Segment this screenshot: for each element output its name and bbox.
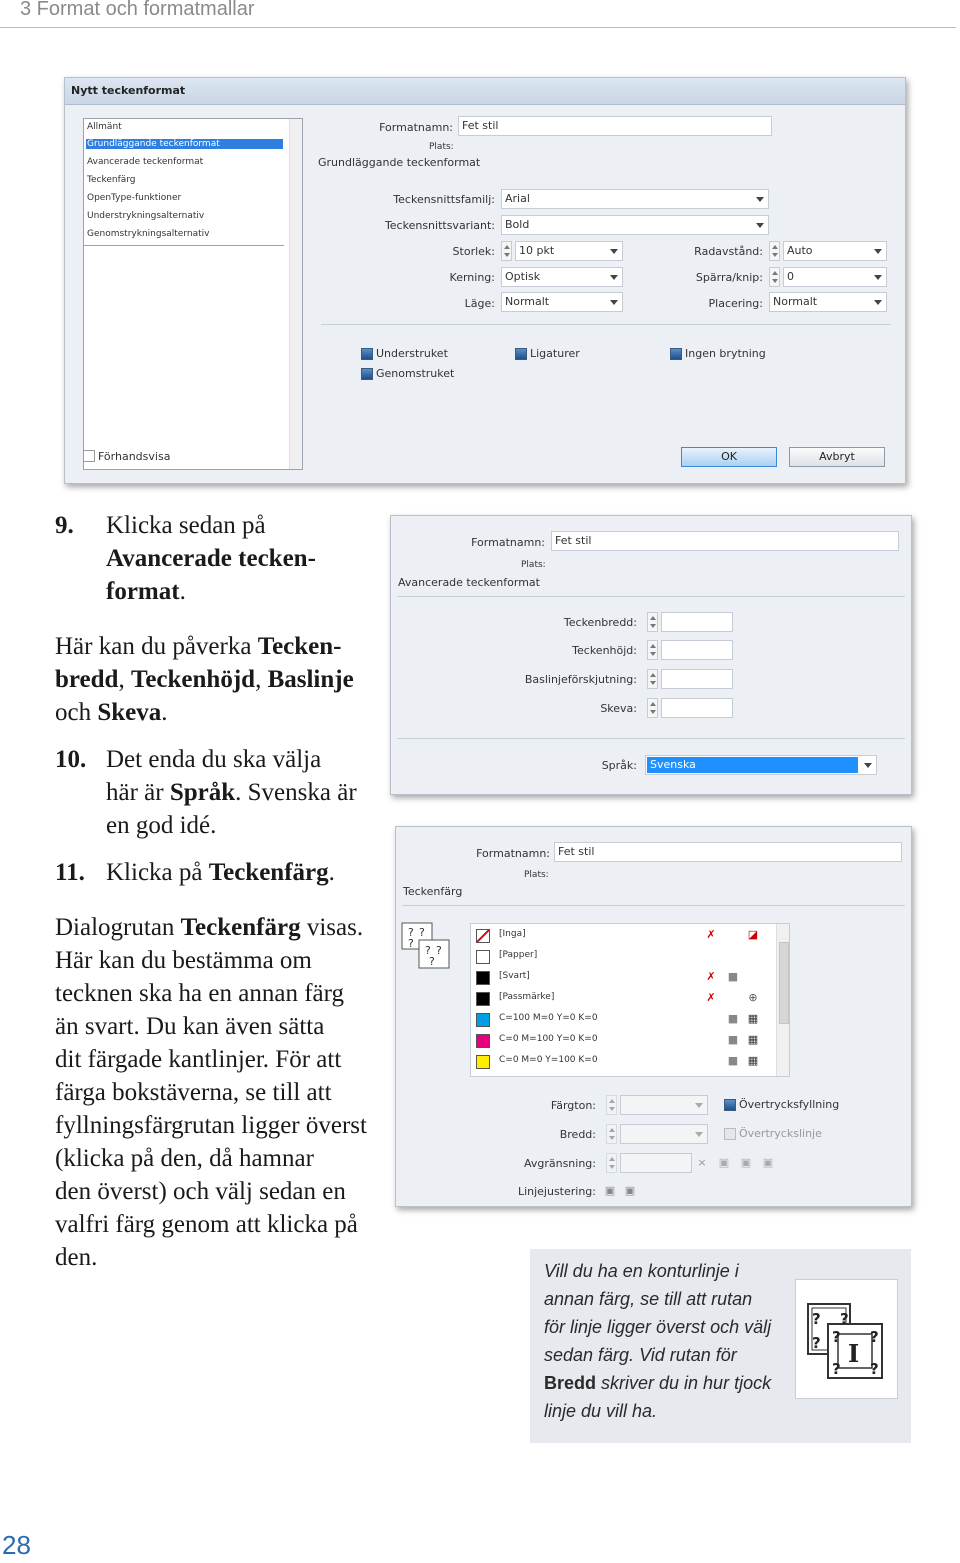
fill-stroke-icon[interactable] [401,922,451,970]
tip-line: annan färg, se till att rutan [544,1289,753,1309]
miter-stepper[interactable] [606,1153,617,1173]
text-bold: Tecken- [257,633,342,660]
text-bold: Teckenfärg [208,859,329,886]
para-2-line-2: Här kan du bestämma om [55,947,312,974]
swatch-name: [Passmärke] [499,992,555,1002]
svg-text:?: ? [870,1360,879,1378]
case-label: Läge: [464,297,495,310]
align-inside-icon[interactable]: ▣ [624,1184,636,1197]
tip-box [530,1249,911,1443]
language-value: Svenska [647,757,858,773]
size-stepper[interactable] [501,241,512,261]
no-edit-icon: ✗ [706,928,716,941]
overprint-stroke-label: Övertryckslinje [739,1127,822,1140]
kerning-value: Optisk [505,270,541,283]
hscale-field[interactable] [661,612,733,632]
swatch-black [476,971,490,985]
chevron-down-icon [864,763,872,768]
para-2-line-11: den. [55,1244,98,1271]
skew-label: Skeva: [600,702,637,715]
category-list[interactable] [83,118,303,470]
para-2-line-5: dit färgade kantlinjer. För att [55,1046,342,1073]
nobreak-checkbox[interactable] [670,348,682,360]
position-dropdown[interactable] [769,292,887,312]
cancel-button[interactable]: Avbryt [789,447,885,467]
svg-text:?: ? [812,1334,821,1352]
para-1-line-1 [55,630,342,663]
size-label: Storlek: [452,245,495,258]
step-10-number: 10. [55,746,87,773]
process-icon: ■ [727,970,739,983]
size-value: 10 pkt [519,244,555,257]
kerning-dropdown[interactable] [501,267,623,287]
swatch-yellow [476,1055,490,1069]
svg-text:I: I [848,1339,860,1368]
new-character-style-dialog [64,77,906,484]
swatch-name: [Papper] [499,950,538,960]
chevron-down-icon [695,1132,703,1137]
font-family-label: Teckensnittsfamilj: [393,193,495,206]
cmyk-icon: ▦ [747,1033,759,1046]
text-run: Klicka på [106,859,209,886]
language-label: Språk: [601,759,637,772]
list-item[interactable]: Understrykningsalternativ [87,211,205,221]
step-9-emphasis-2: format [106,578,180,605]
swatch-none [476,929,490,943]
vscale-field[interactable] [661,640,733,660]
baseline-field[interactable] [661,669,733,689]
swatch-row[interactable] [471,1029,771,1050]
para-2-line-1 [55,911,363,944]
dialog-title: Nytt teckenformat [71,84,186,97]
text-bold: Språk [169,779,236,806]
none-icon: ◪ [747,928,759,941]
preview-checkbox[interactable] [83,450,95,462]
section-title: Teckenfärg [403,885,463,898]
miter-field[interactable] [620,1153,692,1173]
leading-label: Radavstånd: [694,245,763,258]
list-item[interactable]: Allmänt [87,122,122,132]
tip-run: skriver du in hur tjock [596,1373,772,1393]
ok-button[interactable]: OK [681,447,777,467]
para-1-line-2 [55,663,354,696]
list-scrollbar[interactable] [289,119,302,469]
section-divider [321,324,891,325]
swatch-row[interactable] [471,1008,771,1029]
para-2-line-6: färga bokstäverna, se till att [55,1079,332,1106]
swatch-row[interactable] [471,924,771,945]
chevron-down-icon [874,275,882,280]
tip-line: Vill du ha en konturlinje i [544,1261,739,1281]
chevron-down-icon [610,300,618,305]
underline-checkbox[interactable] [361,348,373,360]
text-run: Här kan du påverka [55,633,258,660]
list-item-selected[interactable]: Grundläggande teckenformat [86,139,283,149]
svg-text:?: ? [419,926,425,939]
step-11-line-1 [106,856,335,889]
weight-dropdown[interactable] [620,1124,708,1144]
step-10-line-3: en god idé. [106,812,217,839]
swatch-row[interactable] [471,945,771,966]
text-bold: Teckenhöjd [130,666,256,693]
vscale-label: Teckenhöjd: [572,644,637,657]
chevron-down-icon [610,249,618,254]
location-label: Plats: [521,560,546,570]
text-run: , [255,666,268,693]
tint-label: Färgton: [550,1099,596,1112]
swatch-row[interactable] [471,966,771,987]
size-dropdown[interactable] [515,241,623,261]
chevron-down-icon [756,197,764,202]
location-label: Plats: [429,142,454,152]
para-2-line-8: (klicka på den, då hamnar [55,1145,314,1172]
skew-field[interactable] [661,698,733,718]
para-2-line-10: valfri färg genom att klicka på [55,1211,358,1238]
text-run: och [55,699,98,726]
skew-stepper[interactable] [647,698,658,718]
svg-text:?: ? [408,937,414,950]
no-edit-icon: ✗ [706,970,716,983]
position-value: Normalt [773,295,818,308]
ligatures-label: Ligaturer [530,347,580,360]
font-family-value: Arial [505,192,530,205]
page-number: 28 [2,1530,31,1560]
weight-label: Bredd: [559,1128,596,1141]
text-run: . [161,699,168,726]
swatch-registration [476,992,490,1006]
step-9-line-1: Klicka sedan på [106,512,266,539]
header-rule [0,27,956,28]
chevron-down-icon [695,1103,703,1108]
svg-text:?: ? [870,1328,879,1346]
weight-stepper[interactable] [606,1124,617,1144]
para-2-line-3: tecknen ska ha en annan färg [55,980,344,1007]
font-style-dropdown[interactable] [501,215,769,235]
strikethrough-checkbox[interactable] [361,368,373,380]
chapter-heading: 3 Format och formatmallar [20,0,255,20]
advanced-character-dialog [390,515,912,795]
process-icon: ■ [727,1012,739,1025]
tracking-value: 0 [787,270,794,283]
character-color-dialog [395,826,912,1207]
swatch-name: [Inga] [499,929,526,939]
section-divider [397,596,905,597]
tip-text [544,1257,784,1425]
tip-line [544,1369,784,1397]
underline-label: Understruket [376,347,448,360]
overprint-fill-label: Övertrycksfyllning [739,1098,840,1111]
no-edit-icon: ✗ [706,991,716,1004]
text-bold: Baslinje [267,666,354,693]
tip-line: linje du vill ha. [544,1401,658,1421]
preview-label: Förhandsvisa [98,450,171,463]
tip-image [795,1279,898,1399]
hscale-label: Teckenbredd: [563,616,637,629]
scroll-thumb[interactable] [779,942,789,1024]
format-name-field[interactable]: Fet stil [551,531,899,551]
align-center-icon[interactable]: ▣ [604,1184,616,1197]
process-icon: ■ [727,1054,739,1067]
para-2-line-4: än svart. Du kan även sätta [55,1013,325,1040]
swatch-row[interactable] [471,1050,771,1071]
format-name-label: Formatnamn: [476,847,550,860]
chevron-down-icon [610,275,618,280]
hscale-stepper[interactable] [647,612,658,632]
text-run: visas. [300,914,364,941]
text-run: . [328,859,335,886]
swatch-name: C=0 M=0 Y=100 K=0 [499,1055,598,1065]
leading-stepper[interactable] [769,241,780,261]
format-name-field[interactable]: Fet stil [458,116,772,136]
miter-join-icon[interactable]: ▣ [718,1156,730,1169]
svg-text:?: ? [840,1310,849,1328]
step-10-line-1: Det enda du ska välja [106,746,322,773]
times-icon: × [697,1156,707,1169]
step-11-number: 11. [55,859,85,886]
position-label: Placering: [708,297,763,310]
kerning-label: Kerning: [449,271,495,284]
swatch-scrollbar[interactable] [776,924,789,1076]
none-slash-icon [477,930,489,942]
text-run: . Svenska är [235,779,357,806]
step-9-end: . [179,578,186,605]
svg-text:?: ? [408,926,414,939]
leading-value: Auto [787,244,813,257]
svg-text:?: ? [436,944,442,957]
list-item[interactable]: Genomstrykningsalternativ [87,229,210,239]
strikethrough-label: Genomstruket [376,367,455,380]
cmyk-icon: ▦ [747,1012,759,1025]
svg-text:?: ? [832,1360,841,1378]
svg-text:?: ? [429,955,435,968]
vscale-stepper[interactable] [647,640,658,660]
swatch-name: C=0 M=100 Y=0 K=0 [499,1034,598,1044]
join-label: Linjejustering: [517,1185,596,1198]
swatch-paper [476,950,490,964]
font-family-dropdown[interactable] [501,189,769,209]
text-run: Dialogrutan [55,914,181,941]
overprint-stroke-checkbox[interactable] [724,1128,736,1140]
ligatures-checkbox[interactable] [515,348,527,360]
nobreak-label: Ingen brytning [685,347,766,360]
stroke-on-top-icon [796,1280,897,1398]
list-item[interactable]: OpenType-funktioner [87,193,182,203]
text-run: här är [106,779,170,806]
baseline-stepper[interactable] [647,669,658,689]
step-9-number: 9. [55,512,74,539]
para-2-line-9: den överst) och välj sedan en [55,1178,346,1205]
font-style-value: Bold [505,218,530,231]
section-divider [397,738,905,739]
tint-dropdown[interactable] [620,1095,708,1115]
text-bold: Teckenfärg [180,914,301,941]
chevron-down-icon [874,249,882,254]
format-name-field[interactable]: Fet stil [554,842,902,862]
format-name-label: Formatnamn: [379,121,453,134]
tint-stepper[interactable] [606,1095,617,1115]
language-dropdown[interactable] [645,755,877,775]
cmyk-icon: ▦ [747,1054,759,1067]
case-value: Normalt [505,295,550,308]
dialog-titlebar [65,78,905,105]
chevron-down-icon [756,223,764,228]
font-style-label: Teckensnittsvariant: [384,219,495,232]
step-9-line-2 [106,542,316,575]
step-9-line-3 [106,575,186,608]
list-divider [84,245,284,246]
list-item[interactable]: Avancerade teckenformat [87,157,204,167]
swatch-magenta [476,1034,490,1048]
location-label: Plats: [524,870,549,880]
swatch-row[interactable] [471,987,771,1008]
swatch-cyan [476,1013,490,1027]
baseline-label: Baslinjeförskjutning: [524,673,637,686]
process-icon: ■ [727,1033,739,1046]
round-join-icon[interactable]: ▣ [740,1156,752,1169]
chevron-down-icon [874,300,882,305]
step-10-line-2 [106,776,357,809]
step-9-emphasis: Avancerade tecken- [106,545,316,572]
swatch-list[interactable] [470,923,790,1077]
para-1-line-3 [55,696,168,729]
overprint-fill-checkbox[interactable] [724,1099,736,1111]
section-title: Avancerade teckenformat [398,576,540,589]
list-item[interactable]: Teckenfärg [87,175,136,185]
text-bold: Skeva [97,699,162,726]
text-run: , [118,666,131,693]
tracking-label: Spärra/knip: [695,271,763,284]
svg-text:?: ? [425,944,431,957]
tip-bold: Bredd [544,1373,597,1393]
bevel-join-icon[interactable]: ▣ [762,1156,774,1169]
tip-line: sedan färg. Vid rutan för [544,1345,737,1365]
section-title: Grundläggande teckenformat [318,156,481,169]
case-dropdown[interactable] [501,292,623,312]
format-name-label: Formatnamn: [471,536,545,549]
leading-dropdown[interactable] [783,241,887,261]
text-bold: bredd [55,666,119,693]
section-divider [402,905,905,906]
tracking-dropdown[interactable] [783,267,887,287]
swatch-name: [Svart] [499,971,530,981]
swatch-name: C=100 M=0 Y=0 K=0 [499,1013,598,1023]
registration-icon: ⊕ [748,991,758,1004]
tip-line: för linje ligger överst och välj [544,1317,772,1337]
svg-text:?: ? [832,1328,841,1346]
miter-label: Avgränsning: [523,1157,596,1170]
svg-text:?: ? [812,1310,821,1328]
tracking-stepper[interactable] [769,267,780,287]
para-2-line-7: fyllningsfärgrutan ligger överst [55,1112,367,1139]
